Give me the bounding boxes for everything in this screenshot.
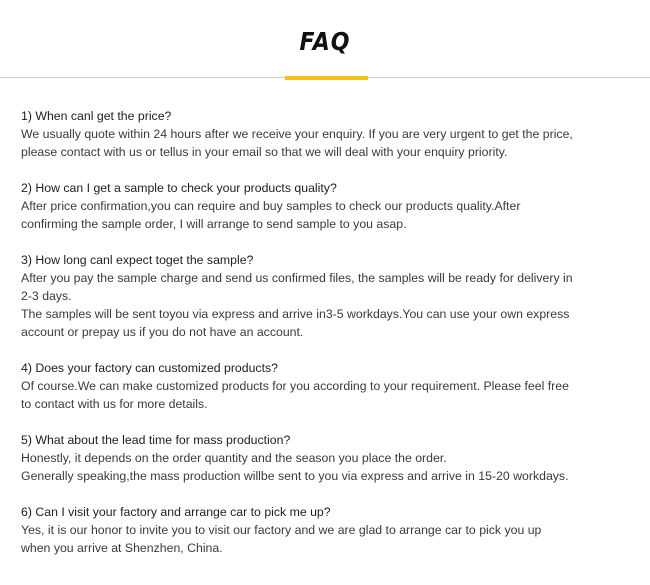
faq-answer-line: account or prepay us if you do not have an account. (21, 325, 304, 339)
faq-answer-line: Yes, it is our honor to invite you to visit our factory and we are glad to arrange car to pick you up (21, 523, 542, 537)
faq-question: 6) Can I visit your factory and arrange car to pick me up? (21, 505, 331, 519)
faq-answer-line: Of course.We can make customized products for you according to your requirement. Please feel free (21, 379, 569, 393)
faq-item-2 (21, 179, 641, 233)
faq-item-6 (21, 503, 641, 557)
faq-question: 2) How can I get a sample to check your products quality? (21, 181, 337, 195)
faq-answer-line: After you pay the sample charge and send us confirmed files, the samples will be ready for delivery in (21, 271, 573, 285)
faq-question: 4) Does your factory can customized products? (21, 361, 278, 375)
faq-answer-line: The samples will be sent toyou via express and arrive in3-5 workdays.You can use your own express (21, 307, 570, 321)
faq-item-3 (21, 251, 641, 341)
faq-header (0, 0, 650, 82)
faq-question: 1) When canl get the price? (21, 109, 172, 123)
faq-answer-line: confirming the sample order, I will arrange to send sample to you asap. (21, 217, 407, 231)
title-accent-bar (285, 76, 368, 80)
faq-answer-line: Honestly, it depends on the order quantity and the season you place the order. (21, 451, 447, 465)
faq-answer-line: We usually quote within 24 hours after we receive your enquiry. If you are very urgent to get the price, (21, 127, 573, 141)
faq-question: 3) How long canl expect toget the sample? (21, 253, 254, 267)
faq-answer-line: please contact with us or tellus in your email so that we will deal with your enquiry priority. (21, 145, 508, 159)
faq-question: 5) What about the lead time for mass production? (21, 433, 291, 447)
faq-answer-line: 2-3 days. (21, 289, 72, 303)
faq-item-4 (21, 359, 641, 413)
faq-answer-line: Generally speaking,the mass production willbe sent to you via express and arrive in 15-20 workdays. (21, 469, 569, 483)
faq-answer-line: to contact with us for more details. (21, 397, 208, 411)
faq-item-1 (21, 107, 641, 161)
page-title: FAQ (299, 28, 351, 57)
faq-item-5 (21, 431, 641, 485)
faq-list (21, 107, 641, 575)
faq-answer-line: when you arrive at Shenzhen, China. (21, 541, 223, 555)
faq-answer-line: After price confirmation,you can require and buy samples to check our products quality.After (21, 199, 521, 213)
